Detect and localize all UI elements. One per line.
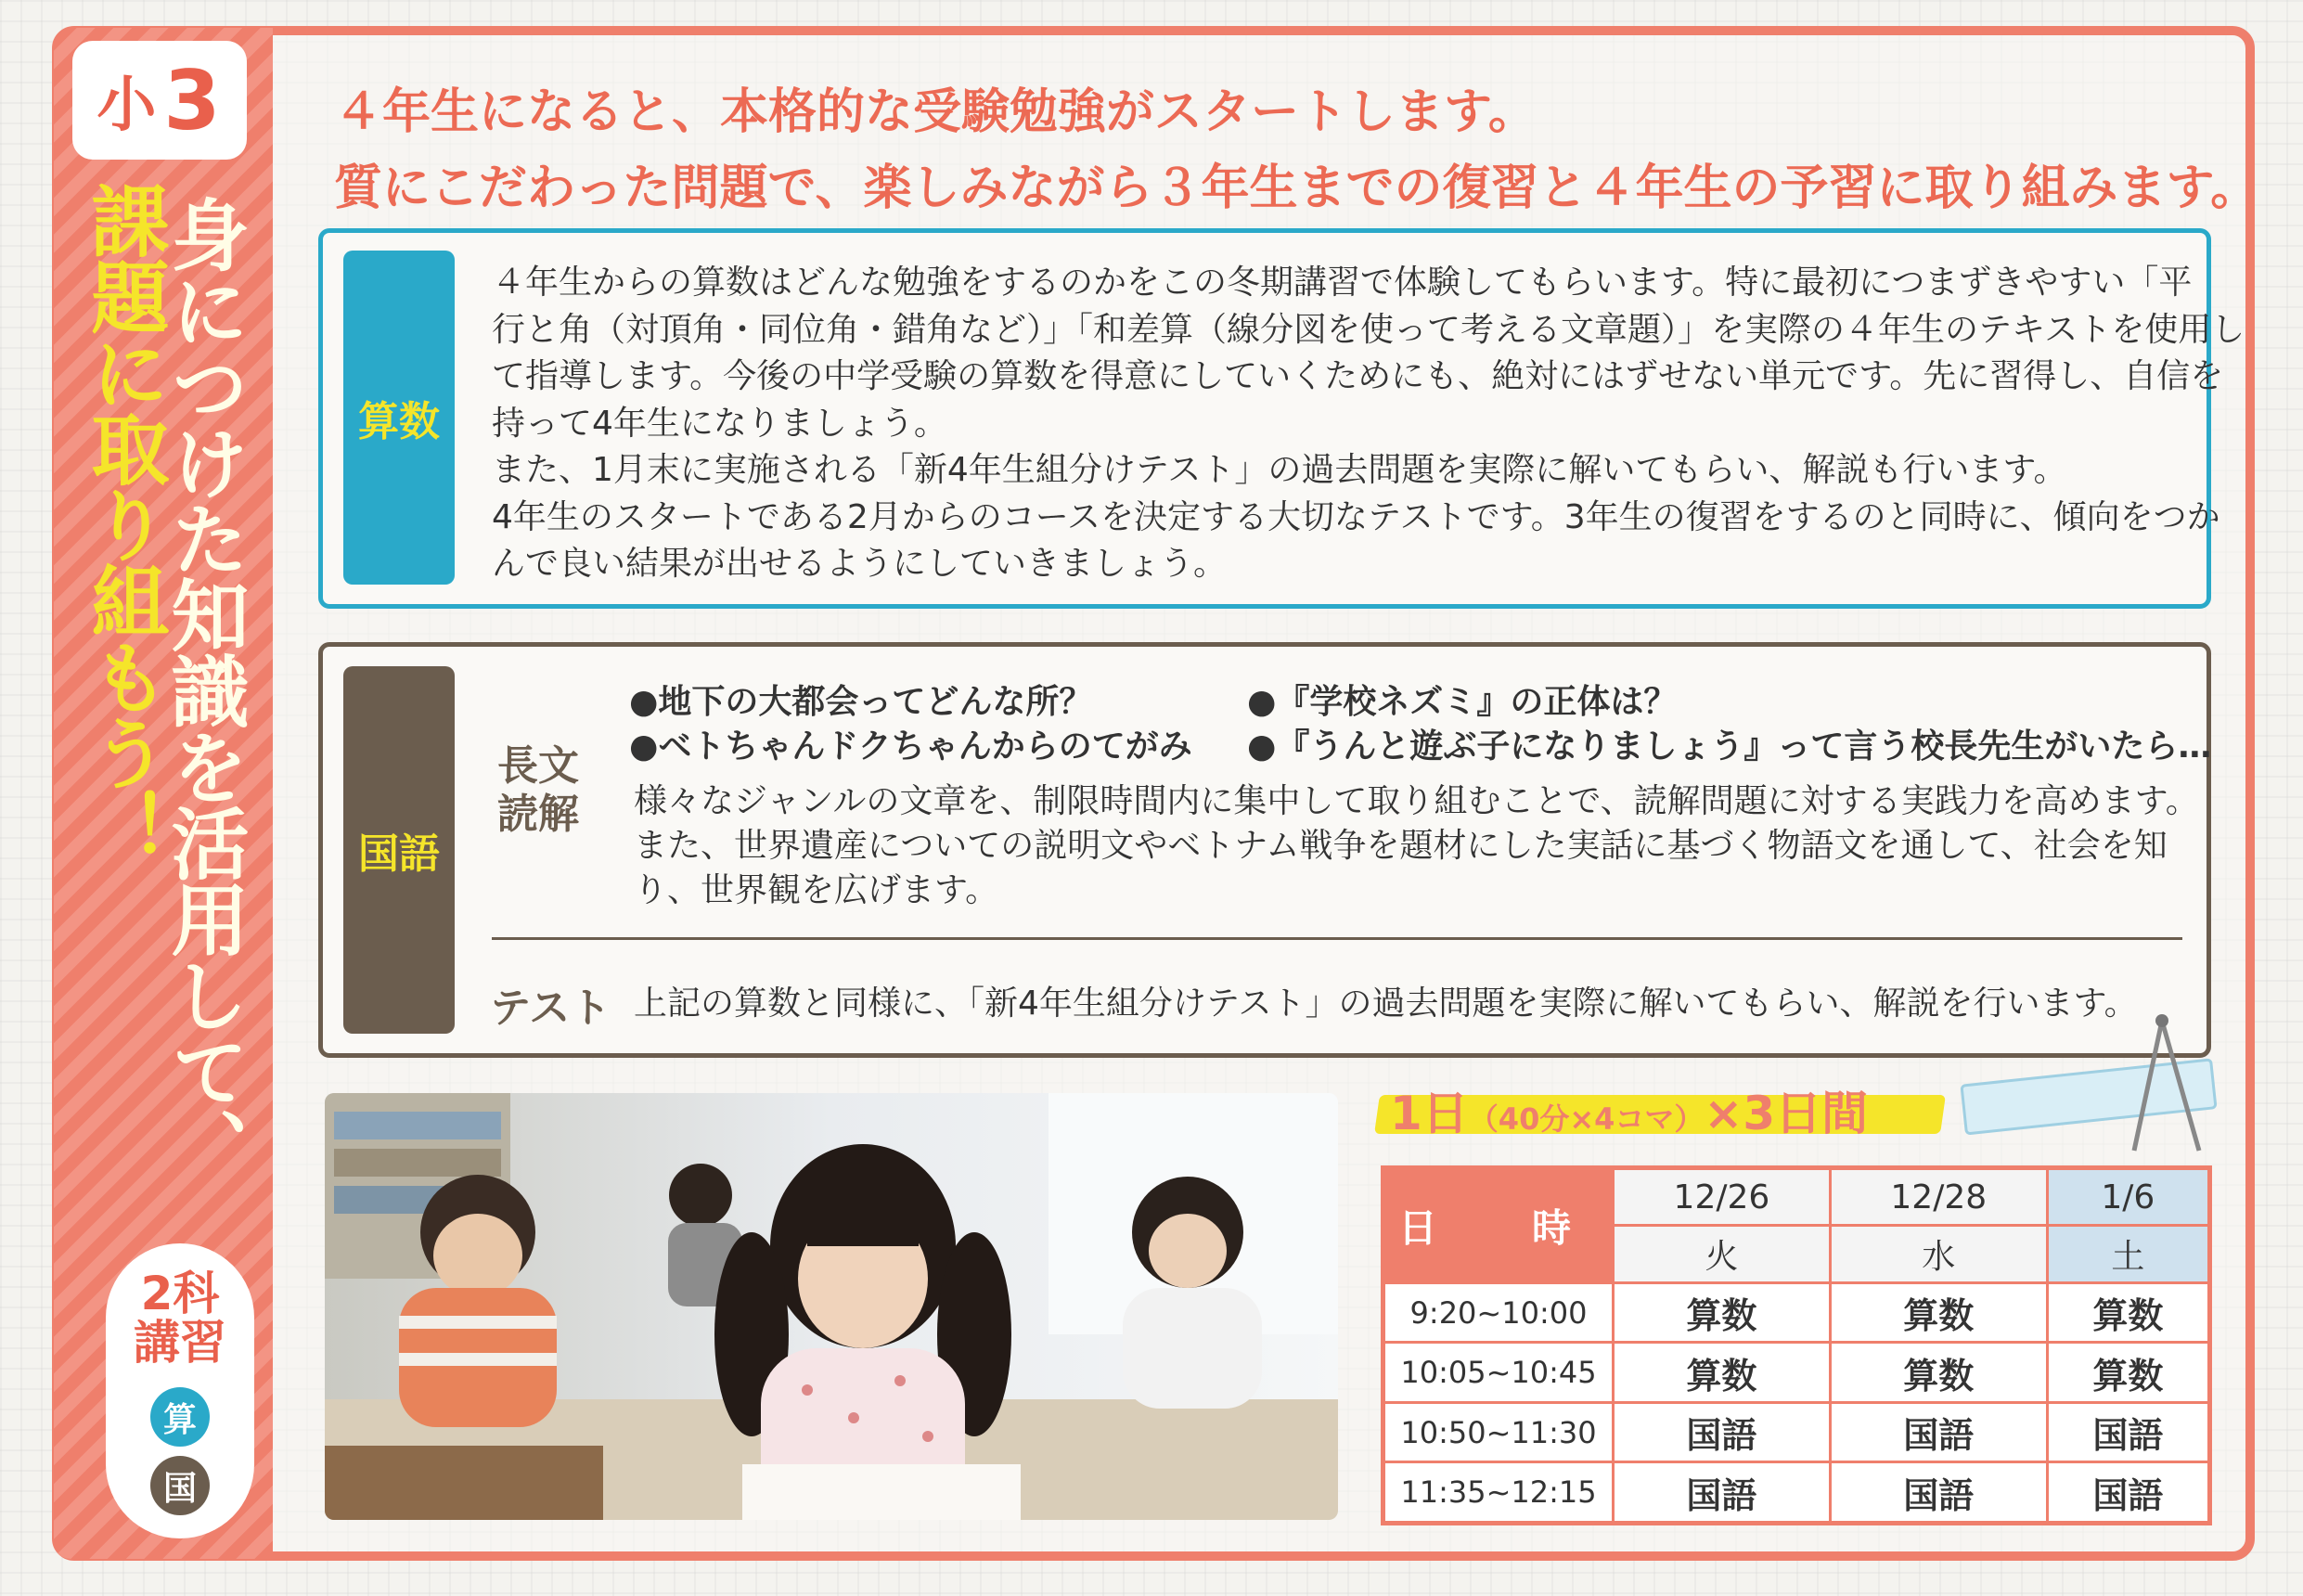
schedule-cell: 算数: [1614, 1343, 1831, 1402]
classroom-photo: [325, 1093, 1338, 1520]
course-pill: [106, 1243, 254, 1538]
reading-topic: ●『学校ネズミ』の正体は？: [1247, 683, 1678, 721]
math-line: また、1月末に実施される「新4年生組分けテスト」の過去問題を実際に解いてもらい、解説も行います。: [492, 451, 2067, 489]
headline-line1: ４年生になると、本格的な受験勉強がスタートします。: [334, 84, 1537, 140]
schedule-header-label: 日 時: [1383, 1168, 1614, 1283]
section-divider: [492, 937, 2182, 940]
japanese-description: [634, 779, 2202, 913]
schedule-cell: 国語: [1614, 1402, 1831, 1461]
schedule-cell: 国語: [1830, 1462, 2047, 1524]
schedule-cell: 国語: [2047, 1462, 2209, 1524]
schedule-title-paren: （40分×4コマ）: [1468, 1101, 1705, 1137]
grade-badge: [72, 41, 247, 160]
reading-topic: ●地下の大都会ってどんな所？: [629, 683, 1093, 721]
schedule-cell: 国語: [1614, 1462, 1831, 1524]
reading-topic: ●『うんと遊ぶ子になりましょう』って言う校長先生がいたら…: [1247, 727, 2212, 766]
math-line: んで良い結果が出せるようにしていきましょう。: [492, 545, 1228, 583]
schedule-day: 土: [2047, 1226, 2209, 1283]
schedule-title-tail: ×3日間: [1704, 1087, 1869, 1140]
japanese-line: 様々なジャンルの文章を、制限時間内に集中して取り組むことで、読解問題に対する実践力を高めます。: [634, 782, 2199, 820]
course-label: 2科 講習: [134, 1267, 226, 1370]
math-badge: 算: [150, 1387, 210, 1447]
schedule-date: 1/6: [2047, 1168, 2209, 1226]
grade-prefix: 小: [96, 71, 159, 140]
schedule-row: [1383, 1283, 2210, 1343]
schedule-cell: 算数: [2047, 1343, 2209, 1402]
schedule-cell: 算数: [2047, 1283, 2209, 1343]
math-line: 行と角（対頂角・同位角・錯角など）」「和差算（線分図を使って考える文章題）」を実際の４年生のテキストを使用し: [492, 310, 2245, 349]
schedule-title: [1390, 1076, 1868, 1143]
schedule-row: [1383, 1462, 2210, 1524]
schedule-time: 11:35~12:15: [1383, 1462, 1614, 1524]
headline-line2: 質にこだわった問題で、楽しみながら３年生までの復習と４年生の予習に取り組みます。: [334, 161, 2259, 216]
grade-number: 3: [163, 52, 223, 148]
schedule-cell: 国語: [1830, 1402, 2047, 1461]
schedule-cell: 算数: [1830, 1343, 2047, 1402]
schedule-time: 10:05~10:45: [1383, 1343, 1614, 1402]
ruler-compass-icon: [1958, 1011, 2236, 1169]
test-description: 上記の算数と同様に、「新4年生組分けテスト」の過去問題を実際に解いてもらい、解説を行います。: [634, 985, 2138, 1023]
math-line: ４年生からの算数はどんな勉強をするのかをこの冬期講習で体験してもらいます。特に最初につまずきやすい「平: [492, 264, 2193, 302]
slogan-line-right: 身につけた知識を活用して、: [159, 195, 250, 1184]
japanese-badge: 国: [150, 1456, 210, 1515]
math-line: 持って4年生になりましょう。: [492, 404, 947, 443]
schedule-date: 12/26: [1614, 1168, 1831, 1226]
japanese-tag: 国語: [343, 666, 455, 1034]
schedule-title-main: 1日: [1390, 1087, 1469, 1140]
japanese-line: また、世界遺産についての説明文やベトナム戦争を題材にした実話に基づく物語文を通して、社会を知: [634, 827, 2168, 865]
classroom-photo-illustration: [325, 1093, 1338, 1520]
schedule-time: 9:20~10:00: [1383, 1283, 1614, 1343]
math-line: 4年生のスタートである2月からのコースを決定する大切なテストです。3年生の復習をするのと同時に、傾向をつか: [492, 497, 2220, 536]
schedule-time: 10:50~11:30: [1383, 1402, 1614, 1461]
math-description: [492, 260, 2245, 588]
schedule-table: [1381, 1165, 2212, 1525]
schedule-row: [1383, 1402, 2210, 1461]
schedule-day: 火: [1614, 1226, 1831, 1283]
test-label: テスト: [490, 985, 611, 1032]
reading-topic: ●ベトちゃんドクちゃんからのてがみ: [629, 727, 1192, 766]
schedule-cell: 算数: [1830, 1283, 2047, 1343]
schedule-date: 12/28: [1830, 1168, 2047, 1226]
schedule-cell: 国語: [2047, 1402, 2209, 1461]
schedule-cell: 算数: [1614, 1283, 1831, 1343]
slogan-line-left: 課題に取り組もう！: [79, 181, 170, 866]
japanese-line: り、世界観を広げます。: [634, 871, 999, 909]
math-line: て指導します。今後の中学受験の算数を得意にしていくためにも、絶対にはずせない単元です。先に習得し、自信を: [492, 357, 2224, 395]
schedule-row: [1383, 1343, 2210, 1402]
reading-label: 長文 読解: [497, 742, 579, 838]
schedule-day: 水: [1830, 1226, 2047, 1283]
math-tag: 算数: [343, 251, 455, 585]
